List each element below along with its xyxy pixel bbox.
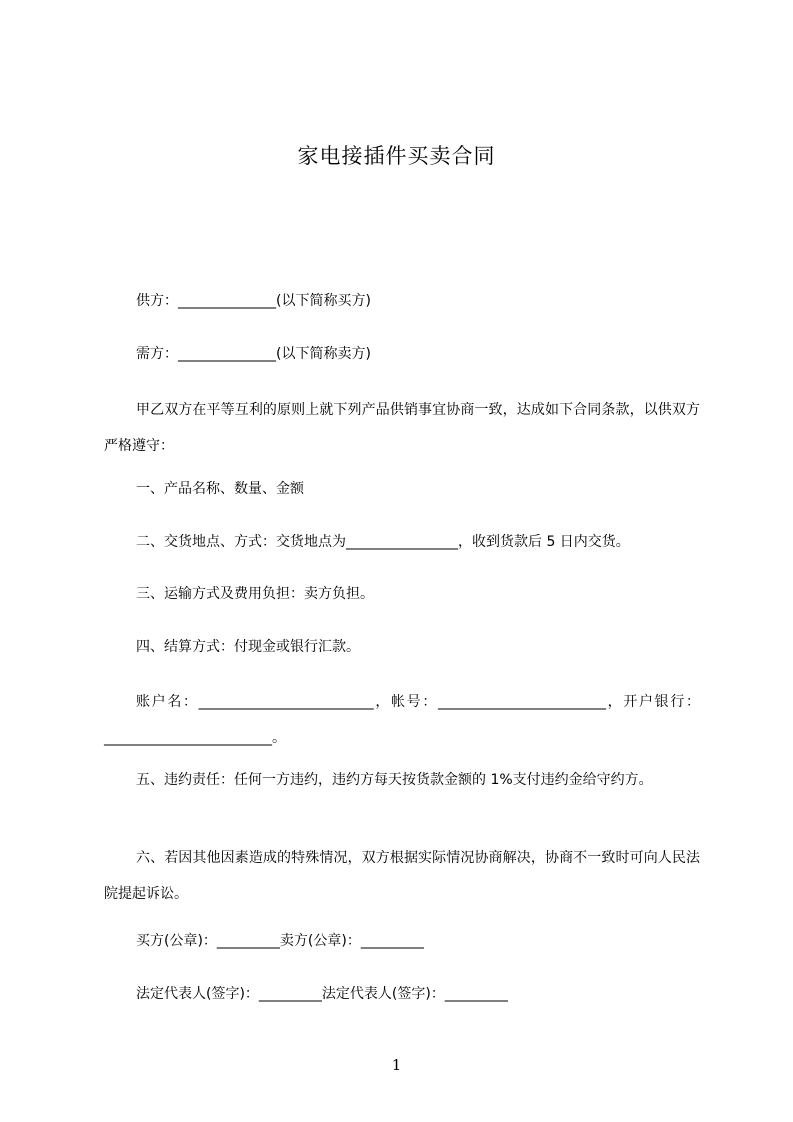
clause-1-products: 一、产品名称、数量、金额 xyxy=(136,481,304,497)
clause-4-settlement: 四、结算方式：付现金或银行汇款。 xyxy=(136,639,360,655)
intro-paragraph: 甲乙双方在平等互利的原则上就下列产品供销事宜协商一致，达成如下合同条款，以供双方严格遵守： xyxy=(104,402,700,454)
signature-line: 法定代表人(签字)：_________法定代表人(签字)：_________ xyxy=(136,986,508,1002)
clause-3-transport: 三、运输方式及费用负担：卖方负担。 xyxy=(136,586,374,602)
clause-6-dispute: 六、若因其他因素造成的特殊情况，双方根据实际情况协商解决，协商不一致时可向人民法院提起诉讼。 xyxy=(104,850,700,902)
supplier-line: 供方：______________(以下简称买方) xyxy=(136,293,371,309)
clause-5-breach: 五、违约责任：任何一方违约，违约方每天按货款金额的 1%支付违约金给守约方。 xyxy=(136,772,653,788)
page-number: 1 xyxy=(391,1056,402,1074)
document-title: 家电接插件买卖合同 xyxy=(297,144,496,168)
buyer-line: 需方：______________(以下简称卖方) xyxy=(136,346,371,362)
account-paragraph: 账户名：_________________________，帐号：________________________，开户银行：________________________。 xyxy=(104,694,700,746)
seal-line: 买方(公章)：_________卖方(公章)：_________ xyxy=(136,933,424,949)
clause-2-delivery: 二、交货地点、方式：交货地点为________________，收到货款后 5 日内交货。 xyxy=(136,534,630,550)
